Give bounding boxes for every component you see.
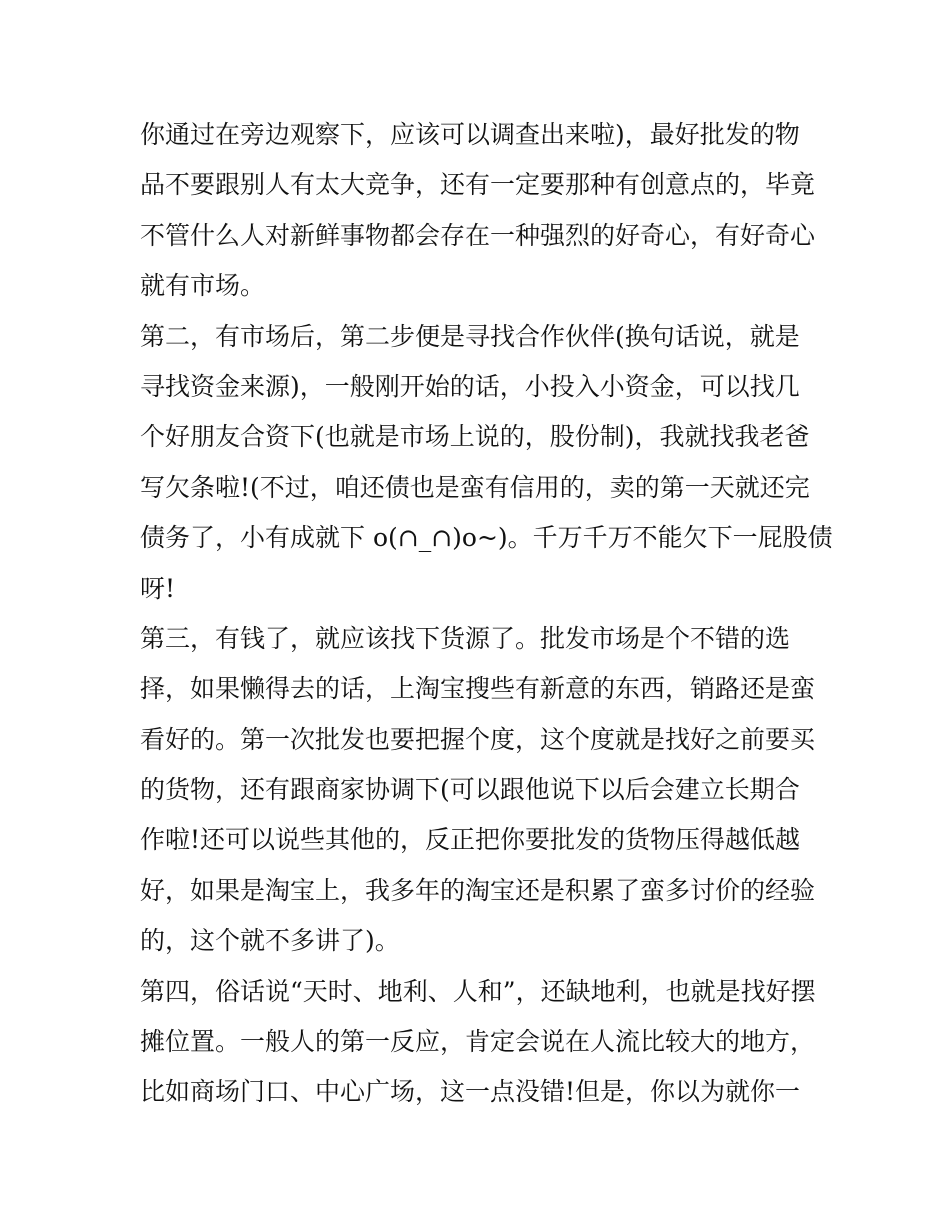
text-line: 好，如果是淘宝上，我多年的淘宝还是积累了蛮多讨价的经验 <box>140 875 816 905</box>
text-line: 的货物，还有跟商家协调下(可以跟他说下以后会建立长期合 <box>140 775 800 805</box>
text-line: 个好朋友合资下(也就是市场上说的，股份制)，我就找我老爸 <box>140 422 810 452</box>
text-line: 的，这个就不多讲了)。 <box>140 926 400 956</box>
text-line: 摊位置。一般人的第一反应，肯定会说在人流比较大的地方， <box>140 1027 816 1057</box>
text-line: 择，如果懒得去的话，上淘宝搜些有新意的东西，销路还是蛮 <box>140 674 816 704</box>
document-body <box>140 110 833 1118</box>
text-line: 就有市场。 <box>140 271 266 301</box>
text-line: 比如商场门口、中心广场，这一点没错!但是，你以为就你一 <box>140 1077 801 1107</box>
text-line: 你通过在旁边观察下，应该可以调查出来啦)，最好批发的物 <box>140 120 800 149</box>
text-line: 第三，有钱了，就应该找下货源了。批发市场是个不错的选 <box>140 623 791 653</box>
text-line: 作啦!还可以说些其他的，反正把你要批发的货物压得越低越 <box>140 825 801 855</box>
text-line: 第二，有市场后，第二步便是寻找合作伙伴(换句话说，就是 <box>140 321 800 351</box>
text-line: 写欠条啦!(不过，咱还债也是蛮有信用的，卖的第一天就还完 <box>140 472 810 502</box>
text-line: 寻找资金来源)，一般刚开始的话，小投入小资金，可以找几 <box>140 371 800 401</box>
text-line: 呀! <box>140 573 176 603</box>
text-line: 品不要跟别人有太大竞争，还有一定要那种有创意点的，毕竟 <box>140 170 816 200</box>
text-line: 不管什么人对新鲜事物都会存在一种强烈的好奇心，有好奇心 <box>140 220 816 250</box>
text-line: 债务了，小有成就下 o(∩_∩)o~)。千万千万不能欠下一屁股债 <box>140 523 833 553</box>
text-line: 第四，俗话说“天时、地利、人和”，还缺地利，也就是找好摆 <box>140 976 816 1006</box>
text-line: 看好的。第一次批发也要把握个度，这个度就是找好之前要买 <box>140 724 816 754</box>
